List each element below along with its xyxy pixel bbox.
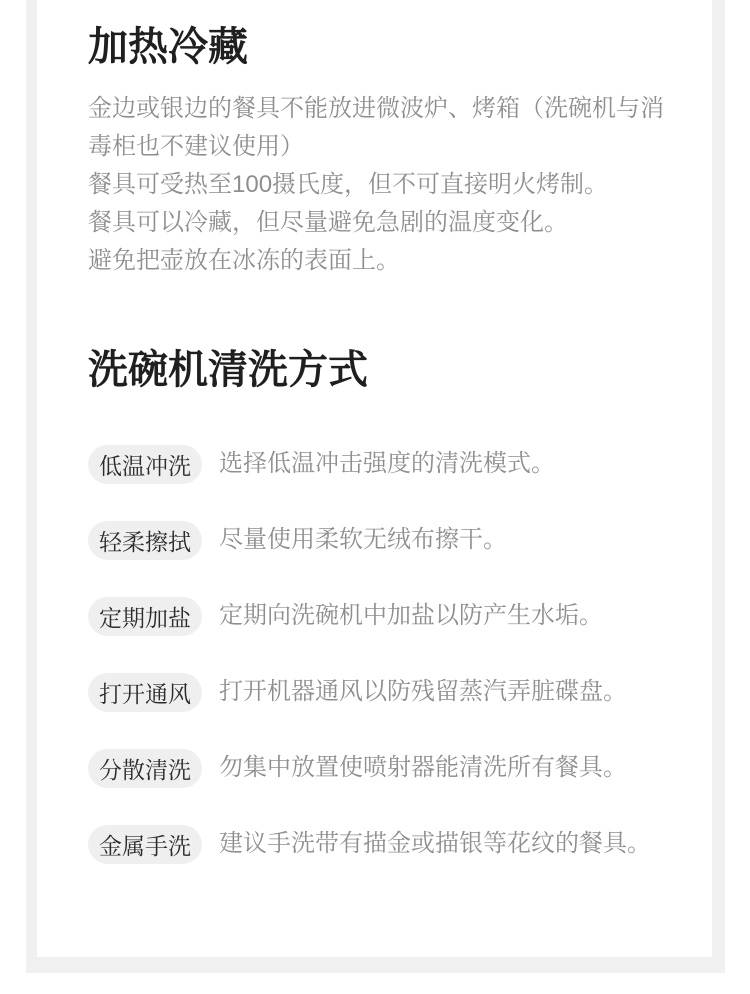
content-card: [37, 0, 712, 957]
care-tag: 打开通风: [88, 673, 202, 712]
care-desc: 尽量使用柔软无绒布擦干。: [219, 526, 507, 553]
care-desc: 打开机器通风以防残留蒸汽弄脏碟盘。: [219, 678, 627, 705]
heating-paragraph: [88, 90, 674, 280]
care-tag: 金属手洗: [88, 825, 202, 864]
care-item-ventilation: [88, 672, 672, 712]
care-item-low-temp: [88, 444, 672, 484]
care-item-spread-out: [88, 748, 672, 788]
care-item-gentle-wipe: [88, 520, 672, 560]
care-desc: 定期向洗碗机中加盐以防产生水垢。: [219, 602, 603, 629]
paragraph-line: 餐具可受热至100摄氏度，但不可直接明火烤制。: [88, 171, 609, 198]
care-tag: 低温冲洗: [88, 445, 202, 484]
care-list: [88, 444, 672, 864]
care-desc: 建议手洗带有描金或描银等花纹的餐具。: [219, 830, 651, 857]
heating-section: [88, 25, 672, 280]
page-gutter: [26, 0, 725, 973]
care-desc: 勿集中放置使喷射器能清洗所有餐具。: [219, 754, 627, 781]
paragraph-line: 避免把壶放在冰冻的表面上。: [88, 247, 400, 274]
heating-section-title: 加热冷藏: [88, 25, 248, 69]
paragraph-line: 餐具可以冷藏，但尽量避免急剧的温度变化。: [88, 209, 568, 236]
dishwasher-section-title: 洗碗机清洗方式: [88, 348, 368, 392]
care-item-hand-wash-metal: [88, 824, 672, 864]
care-tag: 定期加盐: [88, 597, 202, 636]
care-tag: 分散清洗: [88, 749, 202, 788]
care-desc: 选择低温冲击强度的清洗模式。: [219, 450, 555, 477]
care-item-add-salt: [88, 596, 672, 636]
paragraph-line: 金边或银边的餐具不能放进微波炉、烤箱（洗碗机与消毒柜也不建议使用）: [88, 95, 664, 160]
dishwasher-section: [88, 348, 672, 864]
care-tag: 轻柔擦拭: [88, 521, 202, 560]
